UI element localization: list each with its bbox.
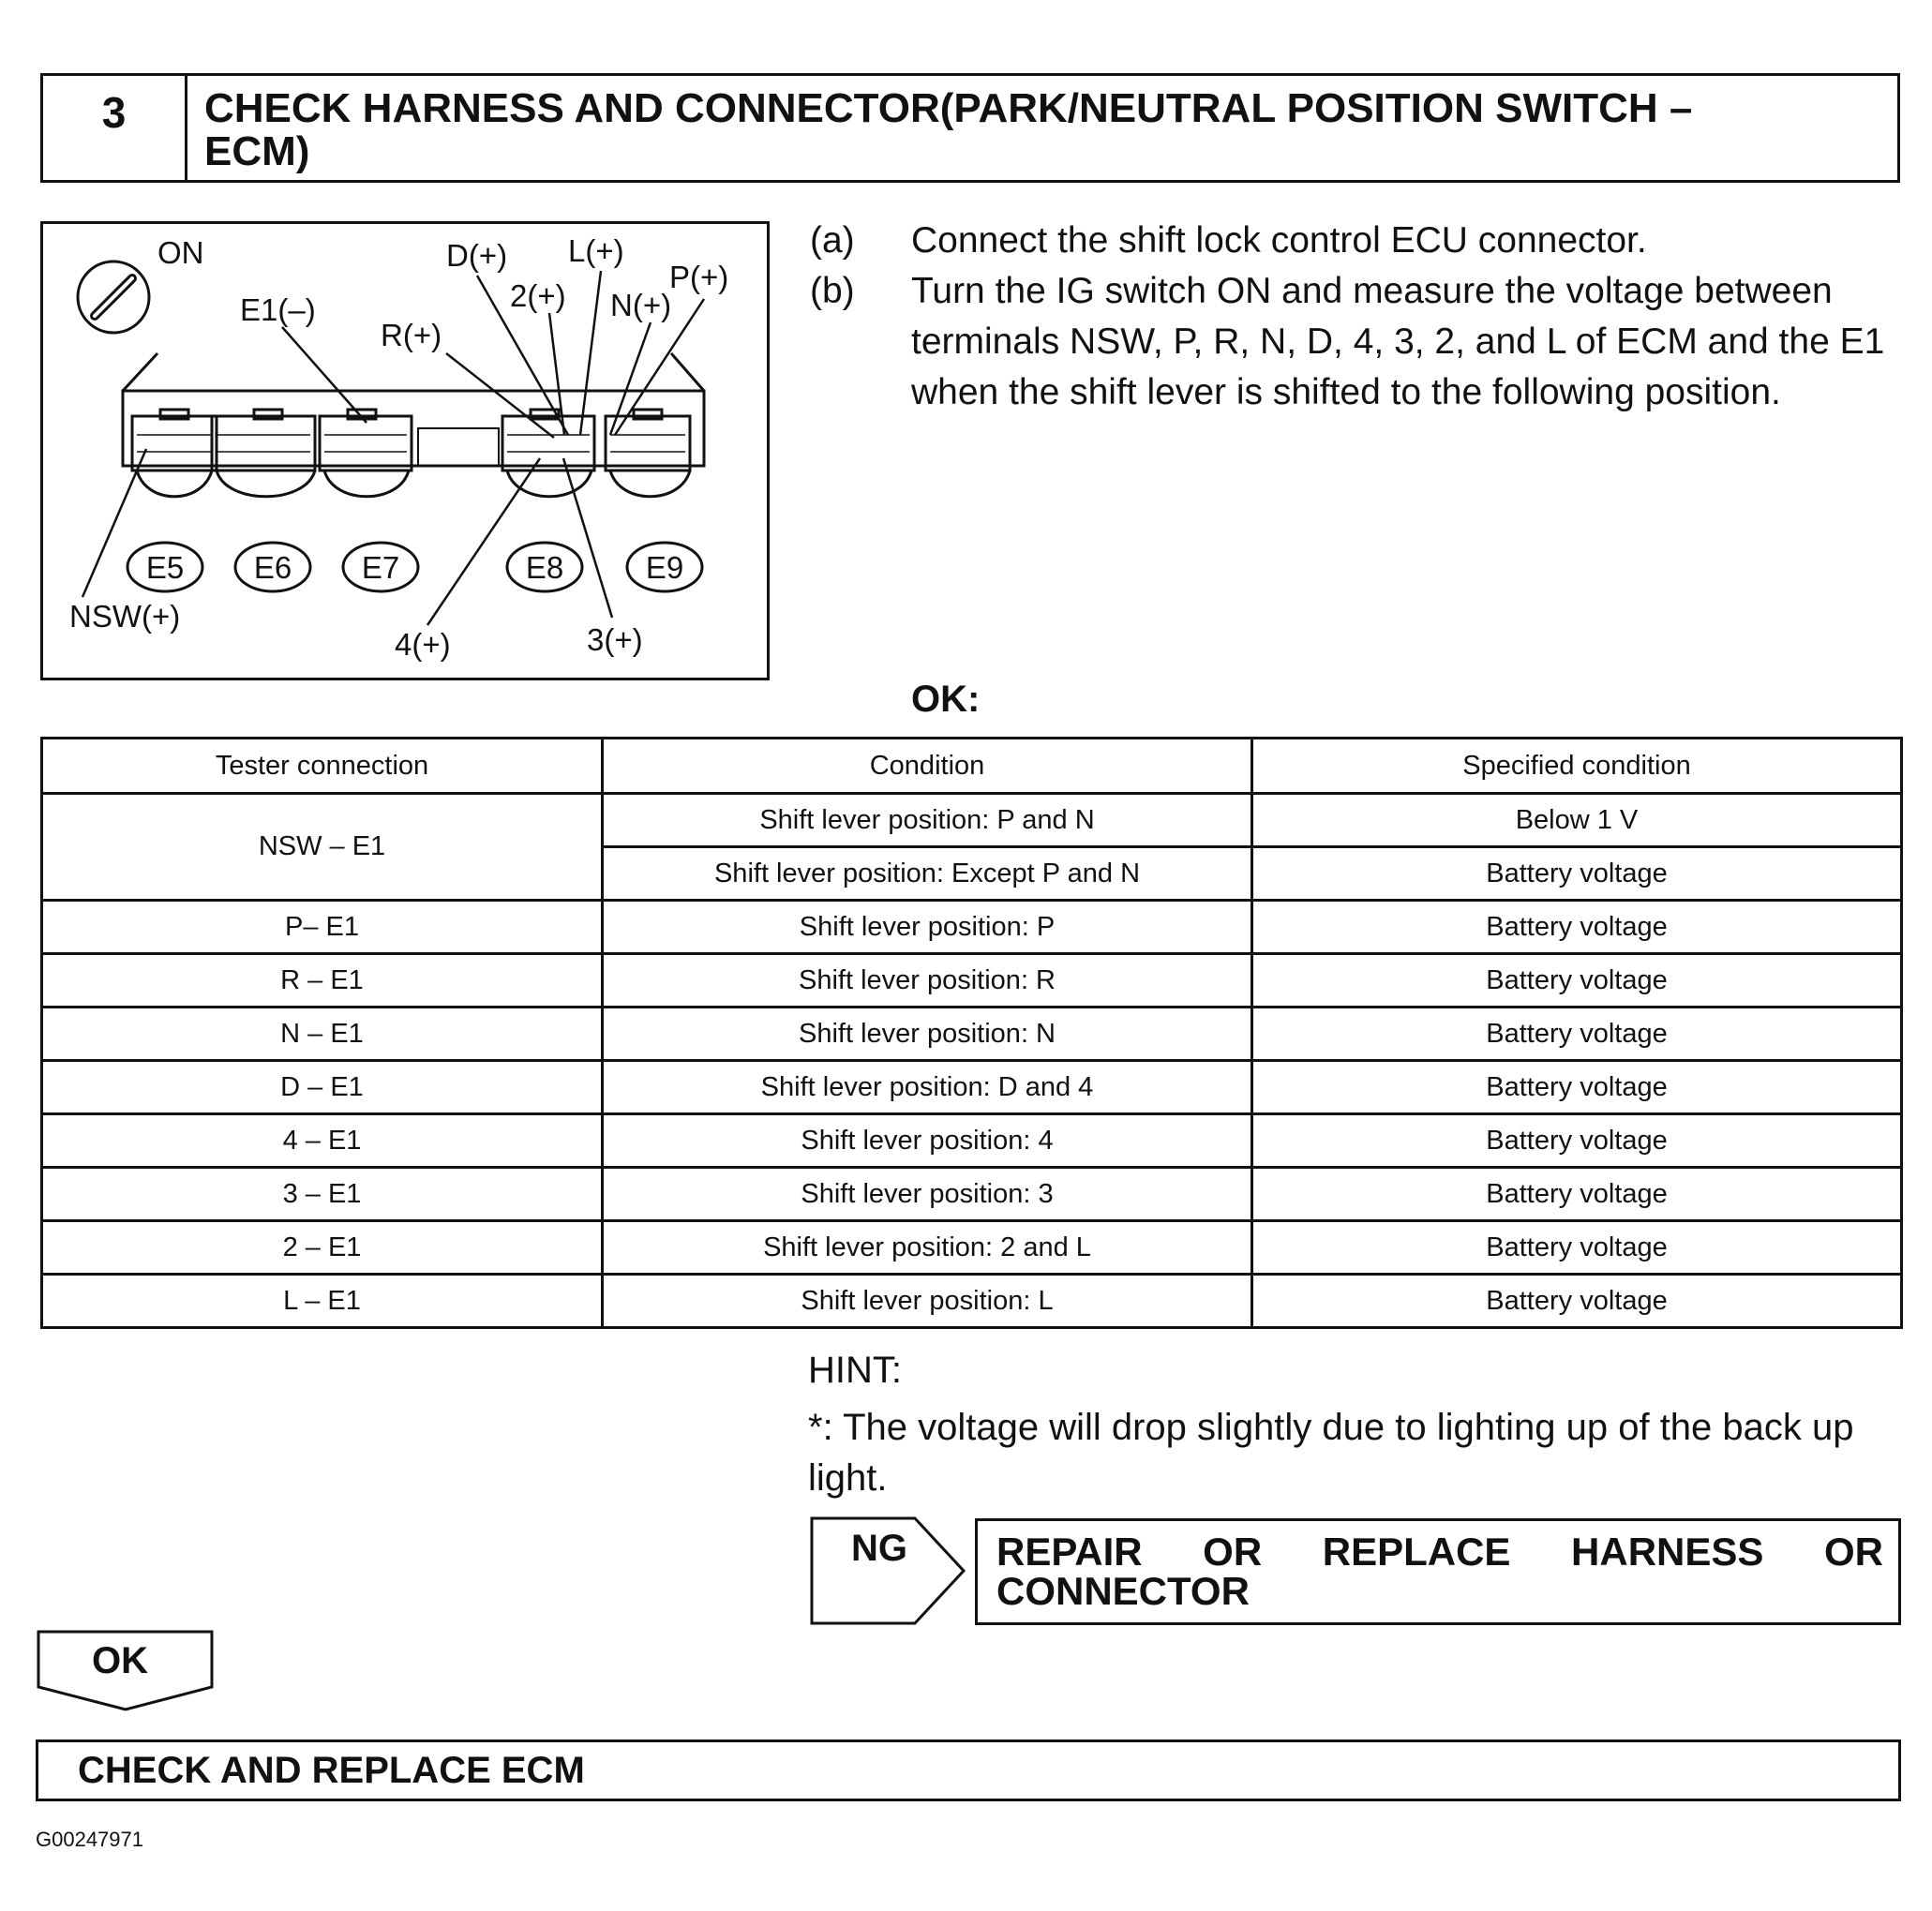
cell-condition: Shift lever position: N: [603, 1008, 1252, 1061]
cell-spec: Battery voltage: [1252, 1061, 1902, 1114]
table-header-row: [42, 739, 1902, 794]
cell-connection: 2 – E1: [42, 1221, 603, 1275]
cell-spec: Battery voltage: [1252, 954, 1902, 1008]
instruction-a: [810, 216, 1907, 266]
cell-condition: Shift lever position: P and N: [603, 794, 1252, 847]
table-row: [42, 901, 1902, 954]
cell-spec: Battery voltage: [1252, 1275, 1902, 1328]
table-row: [42, 1008, 1902, 1061]
label-3: 3(+): [587, 622, 643, 657]
cell-connection: D – E1: [42, 1061, 603, 1114]
cell-condition: Shift lever position: P: [603, 901, 1252, 954]
table-row: [42, 1114, 1902, 1168]
instruction-b: [810, 266, 1907, 418]
cell-connection: N – E1: [42, 1008, 603, 1061]
label-e1: E1(–): [240, 292, 316, 327]
step-title: [187, 76, 1897, 180]
cell-condition: Shift lever position: D and 4: [603, 1061, 1252, 1114]
step-title-line2: ECM): [204, 128, 310, 174]
label-r: R(+): [381, 318, 442, 352]
step-header: [40, 73, 1900, 183]
ng-action-box: [975, 1518, 1901, 1625]
cell-connection: 3 – E1: [42, 1168, 603, 1221]
cell-spec: Battery voltage: [1252, 901, 1902, 954]
table-row: [42, 1221, 1902, 1275]
table-row: [42, 954, 1902, 1008]
ignition-switch-icon: [78, 261, 149, 333]
table-row: [42, 794, 1902, 847]
cell-spec: Battery voltage: [1252, 1168, 1902, 1221]
cell-condition: Shift lever position: L: [603, 1275, 1252, 1328]
ok-result-label: OK: [92, 1640, 148, 1681]
cell-spec: Battery voltage: [1252, 1008, 1902, 1061]
cell-condition: Shift lever position: Except P and N: [603, 847, 1252, 901]
ng-label: NG: [851, 1528, 907, 1569]
label-4: 4(+): [395, 627, 451, 662]
cell-spec: Battery voltage: [1252, 847, 1902, 901]
connector-ellipses: [127, 543, 702, 591]
cell-connection: R – E1: [42, 954, 603, 1008]
header-condition: Condition: [603, 739, 1252, 794]
cell-condition: Shift lever position: 3: [603, 1168, 1252, 1221]
ecm-connector-figure: [40, 221, 770, 680]
connector-blocks: [132, 410, 690, 497]
ignition-on-label: ON: [157, 235, 204, 270]
cell-spec: Below 1 V: [1252, 794, 1902, 847]
cell-connection: 4 – E1: [42, 1114, 603, 1168]
label-d: D(+): [446, 238, 508, 273]
cell-connection: P– E1: [42, 901, 603, 954]
cell-spec: Battery voltage: [1252, 1221, 1902, 1275]
table-row: [42, 1168, 1902, 1221]
header-tester-connection: Tester connection: [42, 739, 603, 794]
cell-connection: NSW – E1: [42, 794, 603, 901]
table-row: [42, 1275, 1902, 1328]
instruction-letter: (b): [810, 271, 855, 311]
header-specified-condition: Specified condition: [1252, 739, 1902, 794]
final-action-box: CHECK AND REPLACE ECM: [36, 1739, 1901, 1801]
connector-e7: E7: [361, 550, 400, 585]
instruction-text: Connect the shift lock control ECU connector.: [911, 220, 1647, 261]
connector-e9: E9: [645, 550, 684, 585]
label-p: P(+): [669, 260, 729, 294]
label-n: N(+): [610, 288, 672, 322]
connector-e6: E6: [253, 550, 292, 585]
ok-heading: OK:: [911, 679, 981, 720]
cell-condition: Shift lever position: 2 and L: [603, 1221, 1252, 1275]
step-number: 3: [43, 76, 187, 180]
ng-action-line2: CONNECTOR: [996, 1569, 1250, 1613]
cell-condition: Shift lever position: R: [603, 954, 1252, 1008]
hint-text: *: The voltage will drop slightly due to lighting up of the back up light.: [808, 1407, 1854, 1499]
table-row: [42, 1061, 1902, 1114]
label-l: L(+): [568, 233, 624, 268]
step-title-line1: CHECK HARNESS AND CONNECTOR(PARK/NEUTRAL POSITION SWITCH –: [204, 85, 1693, 131]
hint-title: HINT:: [808, 1350, 902, 1391]
connector-e8: E8: [525, 550, 564, 585]
cell-connection: L – E1: [42, 1275, 603, 1328]
ecm-housing: [123, 353, 704, 466]
spec-table: [40, 737, 1903, 1329]
instruction-text: Turn the IG switch ON and measure the voltage between terminals NSW, P, R, N, D, 4, 3, 2, and L of ECM and the E1 when the shift lever is shifted to the following position.: [911, 271, 1885, 412]
connector-e5: E5: [145, 550, 185, 585]
instruction-letter: (a): [810, 220, 855, 261]
ng-action-line1: REPAIR OR REPLACE HARNESS OR: [996, 1530, 1883, 1574]
cell-spec: Battery voltage: [1252, 1114, 1902, 1168]
cell-condition: Shift lever position: 4: [603, 1114, 1252, 1168]
figure-code: G00247971: [36, 1828, 143, 1851]
instructions: [810, 216, 1907, 418]
label-2: 2(+): [510, 278, 566, 313]
label-nsw: NSW(+): [69, 599, 181, 634]
